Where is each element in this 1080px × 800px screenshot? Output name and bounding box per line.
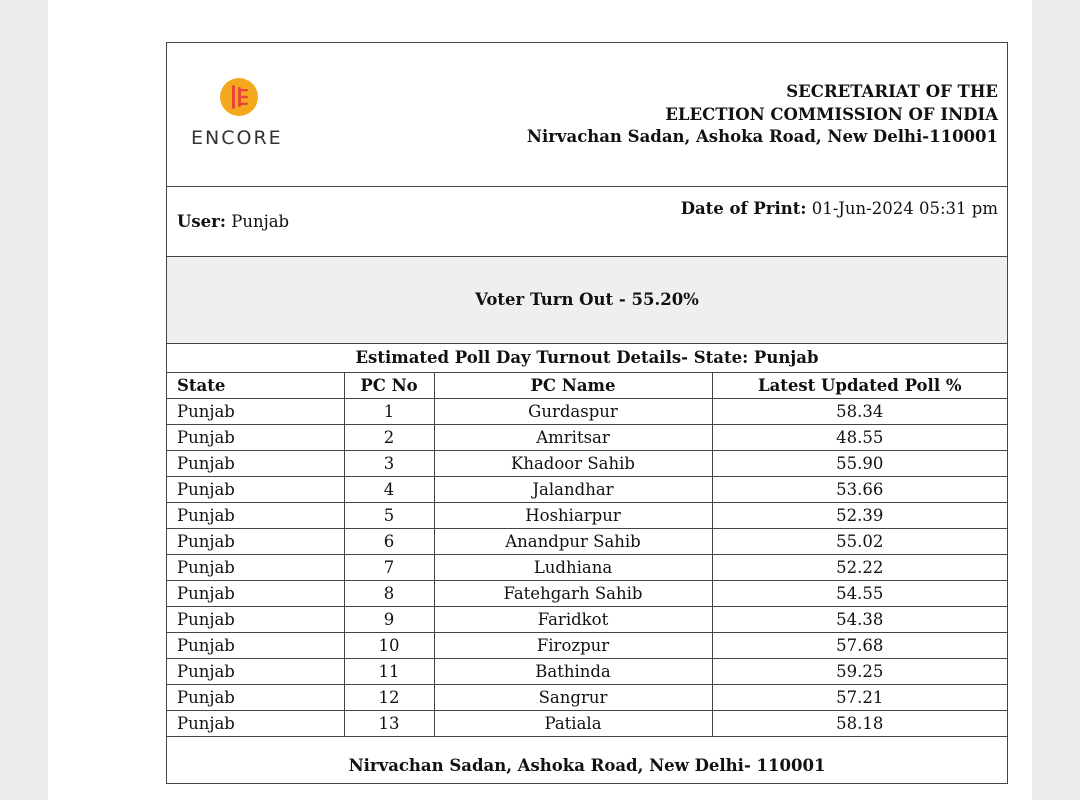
poll-percent-cell: 54.38: [712, 607, 1007, 633]
table-row: [167, 659, 1007, 685]
pc-no-cell: 2: [344, 425, 434, 451]
table-header-row: [167, 373, 1007, 399]
state-cell: Punjab: [167, 399, 344, 425]
header-state: State: [167, 373, 344, 399]
poll-percent-cell: 53.66: [712, 477, 1007, 503]
pc-no-cell: 1: [344, 399, 434, 425]
pc-name-cell: Patiala: [434, 711, 712, 737]
poll-percent-cell: 48.55: [712, 425, 1007, 451]
pc-no-cell: 13: [344, 711, 434, 737]
user-info: [177, 212, 289, 231]
state-cell: Punjab: [167, 607, 344, 633]
pc-name-cell: Firozpur: [434, 633, 712, 659]
state-cell: Punjab: [167, 477, 344, 503]
pc-name-cell: Gurdaspur: [434, 399, 712, 425]
poll-percent-cell: 59.25: [712, 659, 1007, 685]
poll-percent-cell: 58.18: [712, 711, 1007, 737]
state-cell: Punjab: [167, 425, 344, 451]
state-cell: Punjab: [167, 633, 344, 659]
org-line-1: SECRETARIAT OF THE: [786, 82, 998, 101]
pc-no-cell: 6: [344, 529, 434, 555]
state-cell: Punjab: [167, 503, 344, 529]
table-row: [167, 399, 1007, 425]
pc-name-cell: Ludhiana: [434, 555, 712, 581]
table-title: Estimated Poll Day Turnout Details- State: Punjab: [167, 344, 1007, 373]
poll-percent-cell: 55.02: [712, 529, 1007, 555]
poll-percent-cell: 52.22: [712, 555, 1007, 581]
pc-no-cell: 11: [344, 659, 434, 685]
header-poll-percent: Latest Updated Poll %: [712, 373, 1007, 399]
user-row: [167, 187, 1007, 257]
poll-percent-cell: 54.55: [712, 581, 1007, 607]
org-line-2: ELECTION COMMISSION OF INDIA: [665, 104, 998, 124]
report-header: [167, 43, 1007, 187]
state-cell: Punjab: [167, 451, 344, 477]
turnout-table: [167, 373, 1007, 737]
table-row: [167, 685, 1007, 711]
state-cell: Punjab: [167, 685, 344, 711]
voter-turnout: Voter Turn Out - 55.20%: [475, 290, 699, 309]
table-row: [167, 607, 1007, 633]
state-cell: Punjab: [167, 529, 344, 555]
header-pc-name: PC Name: [434, 373, 712, 399]
table-row: [167, 633, 1007, 659]
table-row: [167, 581, 1007, 607]
pc-no-cell: 12: [344, 685, 434, 711]
poll-percent-cell: 57.21: [712, 685, 1007, 711]
pc-name-cell: Sangrur: [434, 685, 712, 711]
pc-name-cell: Fatehgarh Sahib: [434, 581, 712, 607]
print-date-label: Date of Print:: [680, 199, 807, 218]
encore-logo-icon: [219, 77, 259, 117]
user-value: Punjab: [231, 212, 290, 231]
state-cell: Punjab: [167, 581, 344, 607]
table-row: [167, 503, 1007, 529]
pc-no-cell: 3: [344, 451, 434, 477]
turnout-row: [167, 257, 1007, 344]
pc-name-cell: Anandpur Sahib: [434, 529, 712, 555]
pc-name-cell: Khadoor Sahib: [434, 451, 712, 477]
pc-name-cell: Amritsar: [434, 425, 712, 451]
pc-name-cell: Faridkot: [434, 607, 712, 633]
table-row: [167, 555, 1007, 581]
user-label: User:: [177, 212, 226, 231]
table-row: [167, 529, 1007, 555]
pc-no-cell: 9: [344, 607, 434, 633]
poll-percent-cell: 57.68: [712, 633, 1007, 659]
state-cell: Punjab: [167, 711, 344, 737]
table-row: [167, 477, 1007, 503]
print-date-value: 01-Jun-2024 05:31 pm: [811, 199, 998, 218]
pc-no-cell: 10: [344, 633, 434, 659]
state-cell: Punjab: [167, 659, 344, 685]
state-cell: Punjab: [167, 555, 344, 581]
table-row: [167, 451, 1007, 477]
pc-no-cell: 5: [344, 503, 434, 529]
table-row: [167, 425, 1007, 451]
pc-no-cell: 4: [344, 477, 434, 503]
poll-percent-cell: 58.34: [712, 399, 1007, 425]
header-pc-no: PC No: [344, 373, 434, 399]
organization-address: [527, 81, 998, 149]
org-line-3: Nirvachan Sadan, Ashoka Road, New Delhi-110001: [526, 127, 998, 146]
logo-text: ENCORE: [191, 127, 283, 149]
pc-no-cell: 8: [344, 581, 434, 607]
pc-no-cell: 7: [344, 555, 434, 581]
poll-percent-cell: 55.90: [712, 451, 1007, 477]
poll-percent-cell: 52.39: [712, 503, 1007, 529]
table-row: [167, 711, 1007, 737]
footer-address: Nirvachan Sadan, Ashoka Road, New Delhi- 110001: [348, 756, 826, 775]
pc-name-cell: Hoshiarpur: [434, 503, 712, 529]
pc-name-cell: Bathinda: [434, 659, 712, 685]
pc-name-cell: Jalandhar: [434, 477, 712, 503]
document-page: [48, 0, 1032, 800]
print-date: [681, 199, 998, 218]
report-frame: [166, 42, 1008, 784]
